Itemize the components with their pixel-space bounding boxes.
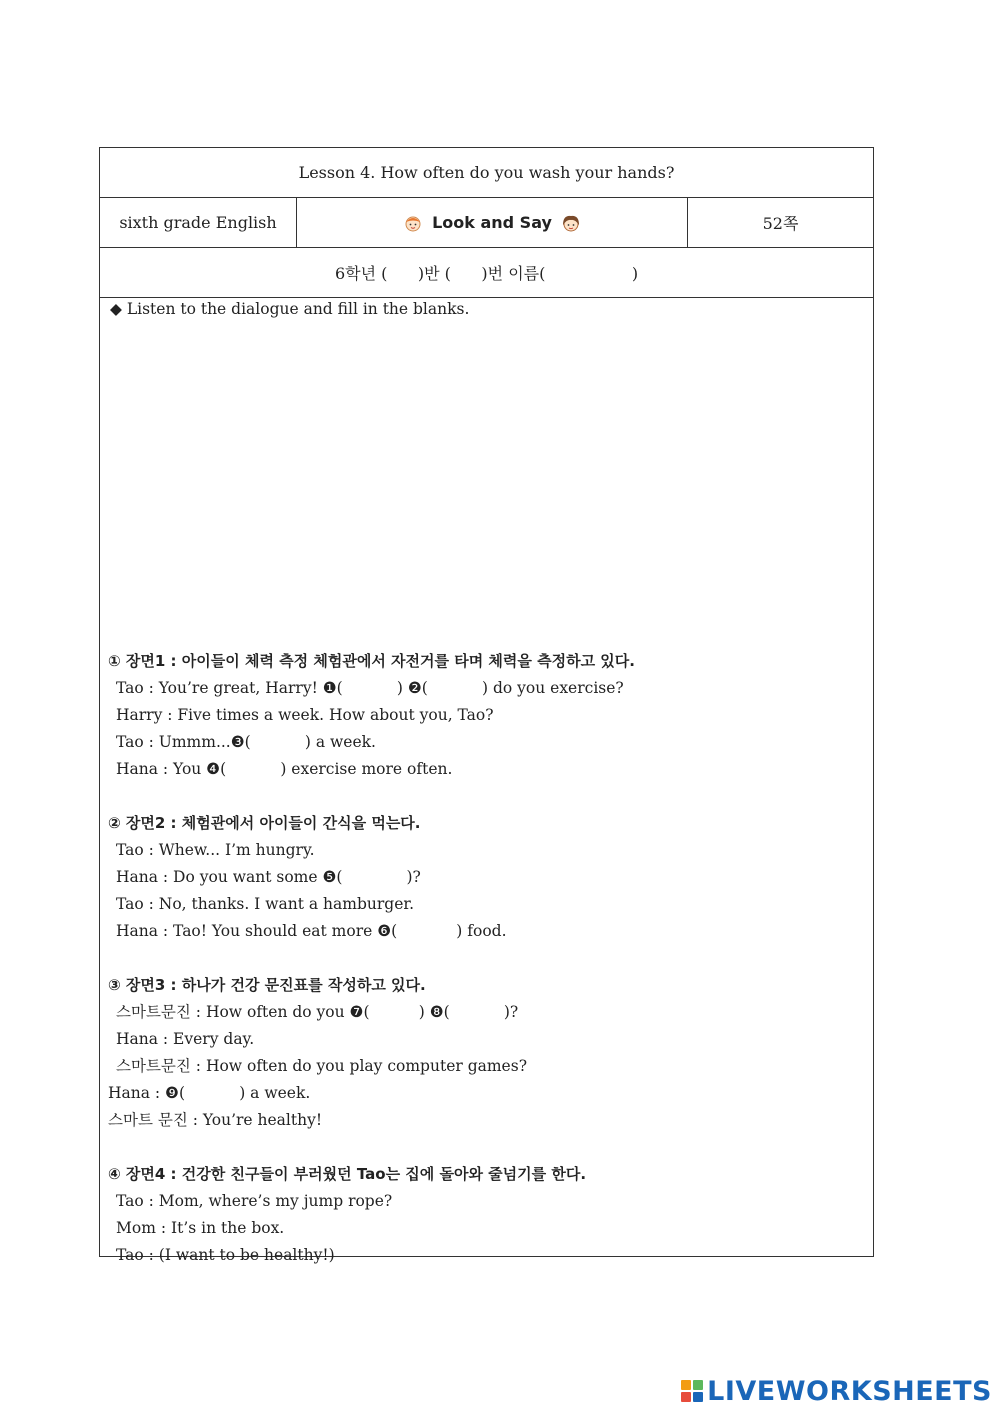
lesson-title: Lesson 4. How often do you wash your hands? [298, 163, 675, 182]
scene-2-line-3: Tao : No, thanks. I want a hamburger. [116, 895, 414, 913]
scene-1-heading: ① 장면1 : 아이들이 체력 측정 체험관에서 자전거를 타며 체력을 측정하고 있다. [108, 652, 635, 670]
scene-1-line-4: Hana : You ❹( ) exercise more often. [116, 760, 453, 778]
section-title: Look and Say [432, 213, 552, 232]
student-info-row [100, 248, 873, 298]
scene-1-line-2: Harry : Five times a week. How about you, Tao? [116, 706, 494, 724]
info-row [100, 198, 873, 248]
girl-face-icon [560, 213, 582, 233]
page-cell [688, 198, 873, 247]
logo-text: LIVEWORKSHEETS [707, 1375, 992, 1407]
scene-3-line-2: Hana : Every day. [116, 1030, 255, 1048]
scene-2-line-4: Hana : Tao! You should eat more ❻( ) food. [116, 922, 507, 940]
scene-3-line-1: 스마트문진 : How often do you ❼( ) ❽( )? [116, 1003, 519, 1021]
scene-1-line-1: Tao : You’re great, Harry! ❶( ) ❷( ) do you exercise? [116, 679, 624, 697]
scene-2-line-1: Tao : Whew... I’m hungry. [116, 841, 315, 859]
grade-cell [100, 198, 297, 247]
worksheet [99, 147, 874, 1264]
liveworksheets-logo[interactable] [681, 1376, 992, 1406]
instruction: ◆ Listen to the dialogue and fill in the blanks. [110, 300, 470, 318]
scene-4-heading: ④ 장면4 : 건강한 친구들이 부러웠던 Tao는 집에 돌아와 줄넘기를 한다. [108, 1165, 587, 1183]
scene-2-heading: ② 장면2 : 체험관에서 아이들이 간식을 먹는다. [108, 814, 421, 832]
scene-3-line-3: 스마트문진 : How often do you play computer games? [116, 1057, 527, 1075]
scene-1-line-3: Tao : Ummm...❸( ) a week. [116, 733, 376, 751]
scene-2-line-2: Hana : Do you want some ❺( )? [116, 868, 421, 886]
dialogue-lines [108, 648, 865, 1269]
grade-label: sixth grade English [119, 213, 277, 232]
scene-4-line-3: Tao : (I want to be healthy!) [116, 1246, 335, 1264]
scene-4-line-2: Mom : It’s in the box. [116, 1219, 285, 1237]
section-title-cell [297, 198, 688, 247]
student-info: 6학년 ( )반 ( )번 이름( ) [334, 264, 639, 283]
logo-blocks-icon [681, 1380, 703, 1402]
page-number: 52쪽 [762, 214, 799, 233]
dialogue-section [100, 298, 873, 1264]
scene-3-line-5: 스마트 문진 : You’re healthy! [108, 1111, 323, 1129]
scene-3-line-4: Hana : ❾( ) a week. [108, 1084, 311, 1102]
lesson-title-row [100, 148, 873, 198]
boy-face-icon [402, 213, 424, 233]
scene-4-line-1: Tao : Mom, where’s my jump rope? [116, 1192, 393, 1210]
scene-3-heading: ③ 장면3 : 하나가 건강 문진표를 작성하고 있다. [108, 976, 426, 994]
